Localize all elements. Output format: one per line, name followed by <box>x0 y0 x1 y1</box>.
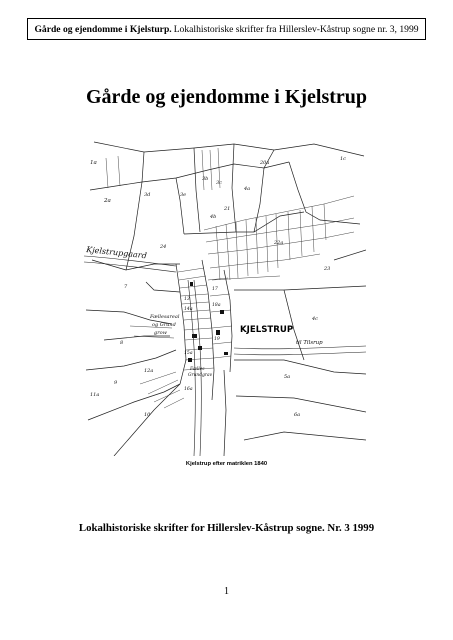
common-label-2: og Grund <box>152 322 176 328</box>
plot-label: 3d <box>144 192 151 198</box>
plot-label: 16a <box>184 387 193 392</box>
field-boundaries <box>86 142 366 456</box>
plot-label: 4b <box>210 214 217 220</box>
farm-label: Kjelstrupgaard <box>85 245 148 261</box>
plot-label: 3b <box>202 176 209 182</box>
plot-label: 21 <box>224 206 231 212</box>
plot-label: 3e <box>180 192 187 198</box>
plot-label: 4a <box>244 186 251 192</box>
plot-label: 9 <box>114 380 118 386</box>
plot-label: 13 <box>184 297 190 302</box>
page-title: Gårde og ejendomme i Kjelstrup <box>85 86 368 108</box>
road-label: til Tilsrup <box>296 340 323 346</box>
plot-label: 3c <box>216 180 222 186</box>
header-series-text: Lokalhistoriske skrifter fra Hillerslev-Kåstrup sogne nr. 3, 1999 <box>173 23 419 35</box>
plot-label: 6a <box>294 412 301 418</box>
plot-label: 20a <box>260 160 270 166</box>
page-number: 1 <box>224 586 229 597</box>
plot-label: 8 <box>120 340 124 346</box>
plot-label: 17 <box>212 287 218 292</box>
series-footer-title: Lokalhistoriske skrifter for Hillerslev-Kåstrup sogne. Nr. 3 1999 <box>78 522 375 534</box>
common-label-1: Fællesareal <box>150 314 180 320</box>
common-label-5: Grundgrav <box>188 373 213 378</box>
village-label: KJELSTRUP <box>240 325 294 335</box>
header-bold-title: Gårde og ejendomme i Kjelsturp. <box>34 23 172 35</box>
plot-label: 15a <box>184 351 193 356</box>
common-label-3: grow <box>154 330 167 336</box>
common-label-4: Fælles <box>190 367 205 372</box>
running-header <box>27 18 426 40</box>
map-caption: Kjelstrup efter matriklen 1840 <box>185 461 268 467</box>
plot-label: 23 <box>324 266 331 272</box>
plot-label: 22a <box>274 240 284 246</box>
plot-number-labels <box>90 156 346 418</box>
plot-label: 2a <box>104 198 111 204</box>
plot-label: 14a <box>184 307 193 312</box>
cadastral-map <box>84 140 366 456</box>
plot-label: 7 <box>124 284 128 290</box>
plot-label: 10 <box>144 412 151 418</box>
plot-label: 5a <box>284 374 291 380</box>
plot-label: 12a <box>144 368 154 374</box>
plot-label: 18a <box>212 303 221 308</box>
village-plots <box>130 260 232 408</box>
plot-label: 11a <box>90 392 100 398</box>
plot-label: 1c <box>340 156 346 162</box>
plot-label: 24 <box>160 244 167 250</box>
plot-label: 4c <box>312 316 318 322</box>
plot-label: 1a <box>90 160 97 166</box>
plot-label: 19 <box>214 337 220 342</box>
